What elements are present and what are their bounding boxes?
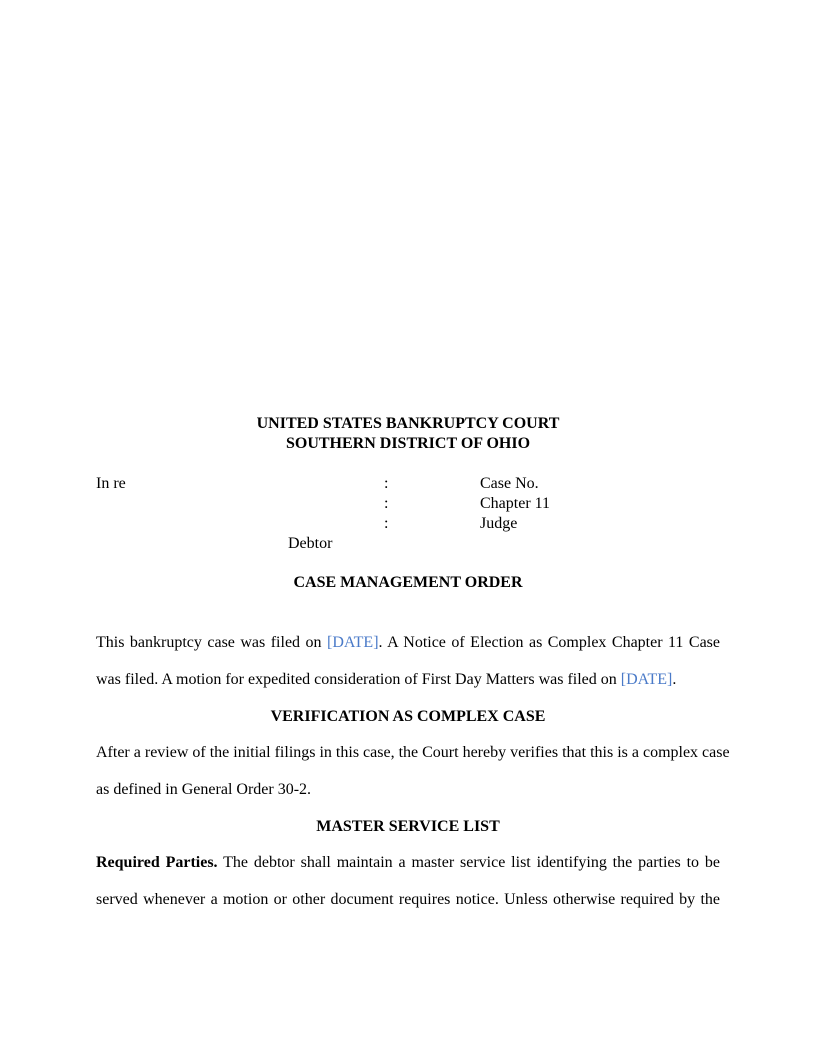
verification-line-1: After a review of the initial filings in this case, the Court hereby verifies that this is a complex case xyxy=(96,744,730,761)
intro-line-2 xyxy=(96,670,720,690)
order-title: CASE MANAGEMENT ORDER xyxy=(293,574,523,591)
caption-colon: : xyxy=(384,475,389,492)
verification-line-2: as defined in General Order 30-2. xyxy=(96,781,312,798)
case-number-label: Case No. xyxy=(480,475,539,492)
master-service-list-heading: MASTER SERVICE LIST xyxy=(316,818,500,835)
intro-text: . A Notice of Election as Complex Chapter 11 Case xyxy=(378,634,720,651)
chapter-label: Chapter 11 xyxy=(480,495,551,512)
debtor-label: Debtor xyxy=(288,535,333,552)
master-service-text: The debtor shall maintain a master service list identifying the parties to be xyxy=(217,854,721,871)
required-parties-label: Required Parties. xyxy=(96,854,218,871)
master-service-line-2: served whenever a motion or other document requires notice. Unless otherwise required by the xyxy=(96,891,720,908)
intro-line-1 xyxy=(96,633,720,653)
judge-label: Judge xyxy=(480,515,518,532)
intro-text: This bankruptcy case was filed on xyxy=(96,634,327,651)
court-name: UNITED STATES BANKRUPTCY COURT xyxy=(256,415,560,432)
master-service-line-1 xyxy=(96,853,720,873)
in-re-label: In re xyxy=(96,475,126,492)
verification-heading: VERIFICATION AS COMPLEX CASE xyxy=(270,708,546,725)
date-placeholder: [DATE] xyxy=(326,634,379,651)
court-header xyxy=(96,414,720,454)
date-placeholder: [DATE] xyxy=(620,671,673,688)
intro-text: . xyxy=(672,671,677,688)
caption-colon: : xyxy=(384,495,389,512)
district-name: SOUTHERN DISTRICT OF OHIO xyxy=(285,435,531,452)
caption-colon: : xyxy=(384,515,389,532)
intro-text: was filed. A motion for expedited consideration of First Day Matters was filed on xyxy=(96,671,621,688)
